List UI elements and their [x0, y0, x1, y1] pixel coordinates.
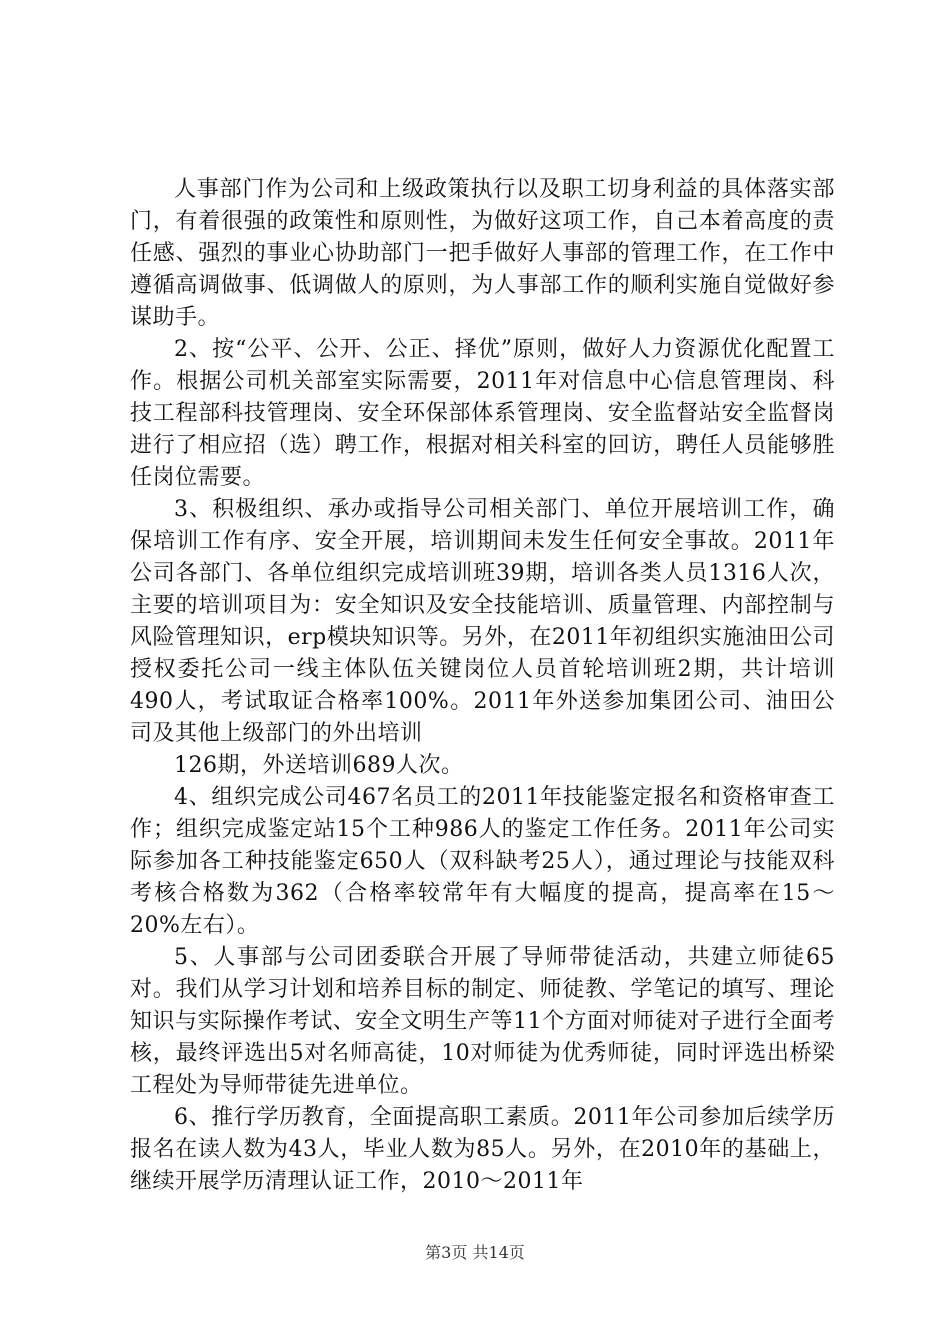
paragraph-item-2: 2、按“公平、公开、公正、择优”原则，做好人力资源优化配置工作。根据公司机关部室实际需要，2011年对信息中心信息管理岗、科技工程部科技管理岗、安全环保部体系管理岗、安全监督站安全监督岗进行了相应招（选）聘工作，根据对相关科室的回访，聘任人员能够胜任岗位需要。	[130, 337, 835, 490]
paragraph-item-3-continued: 126期，外送培训689人次。	[174, 753, 464, 778]
paragraph-item-5: 5、人事部与公司团委联合开展了导师带徒活动，共建立师徒65对。我们从学习计划和培养目标的制定、师徒教、学笔记的填写、理论知识与实际操作考试、安全文明生产等11个方面对师徒对子进行全面考核，最终评选出5对名师高徒，10对师徒为优秀师徒，同时评选出桥梁工程处为导师带徒先进单位。	[130, 945, 835, 1098]
body-text	[130, 174, 835, 1198]
page-number-footer: 第3页 共14页	[425, 1243, 525, 1262]
paragraph-item-3: 3、积极组织、承办或指导公司相关部门、单位开展培训工作，确保培训工作有序、安全开展，培训期间未发生任何安全事故。2011年公司各部门、各单位组织完成培训班39期，培训各类人员1316人次，主要的培训项目为：安全知识及安全技能培训、质量管理、内部控制与风险管理知识，erp模块知识等。另外，在2011年初组织实施油田公司授权委托公司一线主体队伍关键岗位人员首轮培训班2期，共计培训490人，考试取证合格率100%。2011年外送参加集团公司、油田公司及其他上级部门的外出培训	[130, 497, 835, 746]
paragraph-item-4: 4、组织完成公司467名员工的2011年技能鉴定报名和资格审查工作；组织完成鉴定站15个工种986人的鉴定工作任务。2011年公司实际参加各工种技能鉴定650人（双科缺考25人），通过理论与技能双科考核合格数为362（合格率较常年有大幅度的提高，提高率在15～20%左右）。	[130, 785, 835, 938]
paragraph-hr-role: 人事部门作为公司和上级政策执行以及职工切身利益的具体落实部门，有着很强的政策性和原则性，为做好这项工作，自己本着高度的责任感、强烈的事业心协助部门一把手做好人事部的管理工作，在工作中遵循高调做事、低调做人的原则，为人事部工作的顺利实施自觉做好参谋助手。	[130, 177, 835, 330]
paragraph-item-6: 6、推行学历教育，全面提高职工素质。2011年公司参加后续学历报名在读人数为43人，毕业人数为85人。另外，在2010年的基础上，继续开展学历清理认证工作，2010～2011年	[130, 1105, 835, 1194]
